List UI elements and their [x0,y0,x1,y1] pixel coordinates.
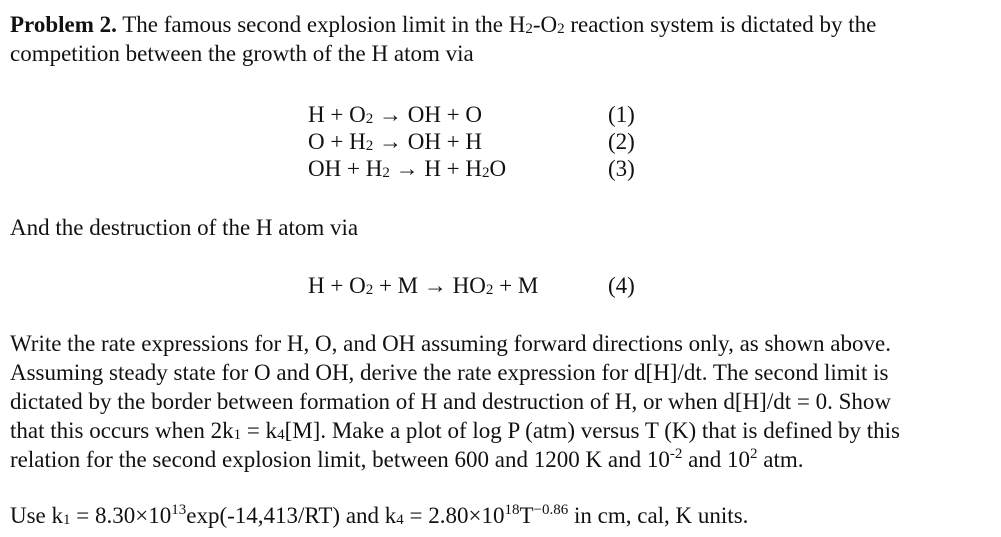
task-line-3: dictated by the border between formation of H and destruction of H, or when d[H]/dt = 0. Show [10,389,891,414]
task-paragraph [10,329,985,474]
problem-intro [10,10,985,68]
reaction-3-equation: OH + $H_2 \to H + H_2O$ [308,156,507,181]
intro-line-2: competition between the growth of the H atom via [10,41,474,66]
reaction-2-equation: $O + H_2$ → OH + H [308,129,483,154]
reaction-1-number: (1) [608,102,635,127]
reaction-4-equation: $H + O_2 + M \to HO_2 + M$ [308,273,539,298]
constants-line: Use $k_1 = 8.30\times 10^{13}\exp(-14,413/RT)$ and $k_4 = 2.80\times 10^{18}T^{-0.86}$ in cm, cal, K units. [10,502,749,528]
task-line-4: that this occurs when $2k_1 = k_4[M]$. Make a plot of log P (atm) versus T (K) that is defined by this [10,418,900,443]
task-line-2: Assuming steady state for O and OH, derive the rate expression for d[H]/dt. The second limit is [10,360,889,385]
destruction-intro: And the destruction of the H atom via [10,215,359,240]
problem-label: Problem 2. [10,12,117,37]
reaction-1-equation: $H + O_2$ → OH + O [308,102,483,127]
task-line-1: Write the rate expressions for H, O, and OH assuming forward directions only, as shown above. [10,331,891,356]
intro-line-1: Problem 2. The famous second explosion limit in the $H_2-O_2$ reaction system is dictated by the [10,12,877,37]
reaction-3-number: (3) [608,156,635,181]
reaction-4-number: (4) [608,273,635,298]
task-line-5: relation for the second explosion limit, between 600 and 1200 K and $10^{-2}$ and $10^2$ atm. [10,446,804,472]
reaction-2-number: (2) [608,129,635,154]
